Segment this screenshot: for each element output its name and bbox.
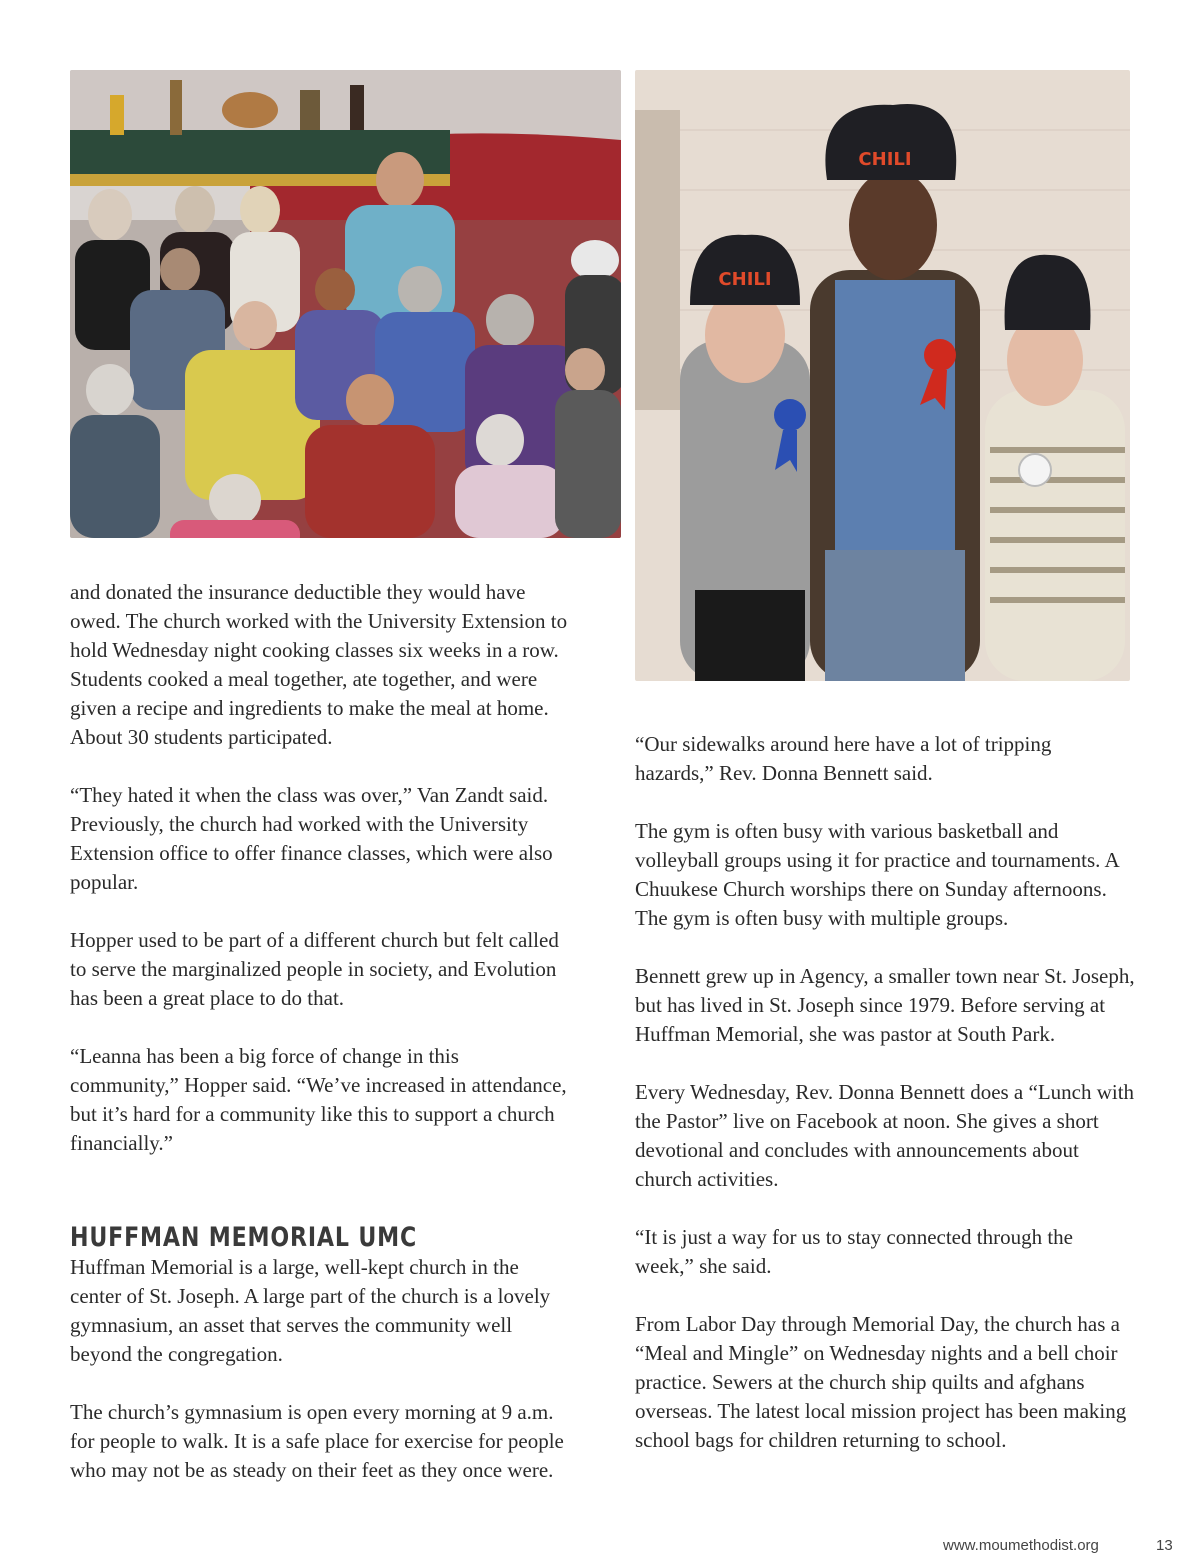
left-paragraph-2: “They hated it when the class was over,” Van Zandt said. Previously, the church had worked with the University Extension office to offer finance classes, which were also popular. [70, 783, 553, 894]
chili-cookoff-photo [635, 70, 1130, 681]
left-paragraph-1: and donated the insurance deductible they would have owed. The church worked with the University Extension to hold Wednesday night cooking classes six weeks in a row. Students cooked a meal together, ate together, and were given a recipe and ingredients to make the meal at home. About 30 students participated. [70, 580, 568, 749]
footer-url-link[interactable]: www.moumethodist.org [943, 1537, 1099, 1554]
left-paragraph-3: Hopper used to be part of a different church but felt called to serve the marginalized people in society, and Evolution has been a great place to do that. [70, 928, 559, 1010]
left-hat-text: CHILI [718, 269, 772, 290]
right-hat-text: CHILI [858, 149, 912, 170]
page-number: 13 [1156, 1537, 1173, 1554]
right-paragraph-1: “Our sidewalks around here have a lot of tripping hazards,” Rev. Donna Bennett said. [635, 732, 1052, 785]
section-heading: HUFFMAN MEMORIAL UMC [70, 1222, 418, 1253]
left-text-column [70, 578, 570, 1514]
left-paragraph-4: “Leanna has been a big force of change in this community,” Hopper said. “We’ve increased in attendance, but it’s hard for a community like this to support a church financially.” [70, 1044, 567, 1155]
section-paragraph-1: Huffman Memorial is a large, well-kept church in the center of St. Joseph. A large part of the church is a lovely gymnasium, an asset that serves the community well beyond the congregation. [70, 1255, 551, 1366]
section-paragraph-2: The church’s gymnasium is open every morning at 9 a.m. for people to walk. It is a safe place for exercise for people who may not be as steady on their feet as they once were. [70, 1400, 564, 1482]
congregation-prayer-illustration [70, 70, 621, 538]
congregation-prayer-photo [70, 70, 621, 538]
right-paragraph-4: Every Wednesday, Rev. Donna Bennett does a “Lunch with the Pastor” live on Facebook at noon. She gives a short devotional and concludes with announcements about church activities. [635, 1080, 1135, 1191]
chili-cookoff-illustration [635, 70, 1130, 681]
right-paragraph-3: Bennett grew up in Agency, a smaller town near St. Joseph, but has lived in St. Joseph since 1979. Before serving at Huffman Memorial, she was pastor at South Park. [635, 964, 1135, 1046]
right-paragraph-2: The gym is often busy with various basketball and volleyball groups using it for practice and tournaments. A Chuukese Church worships there on Sunday afternoons. The gym is often busy with multiple groups. [635, 819, 1119, 930]
right-paragraph-5: “It is just a way for us to stay connected through the week,” she said. [635, 1225, 1073, 1278]
right-text-column [635, 730, 1135, 1484]
right-paragraph-6: From Labor Day through Memorial Day, the church has a “Meal and Mingle” on Wednesday nights and a bell choir practice. Sewers at the church ship quilts and afghans overseas. The latest local mission project has been making school bags for children returning to school. [635, 1312, 1127, 1452]
